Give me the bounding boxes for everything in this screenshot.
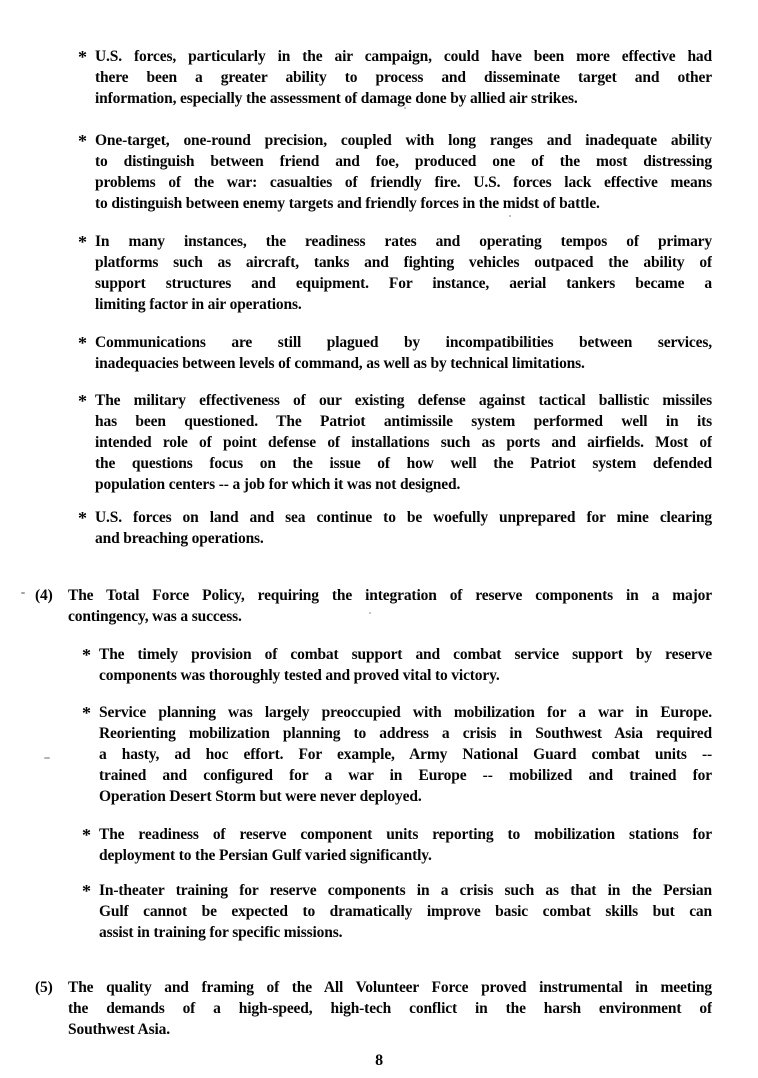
text-line: The military effectiveness of our existing defense against tactical ballistic missiles <box>95 392 712 409</box>
scan-artifact <box>44 757 50 759</box>
text-line: deployment to the Persian Gulf varied significantly. <box>99 847 432 864</box>
text-line: to distinguish between enemy targets and friendly forces in the midst of battle. <box>95 195 600 212</box>
text-line: information, especially the assessment of damage done by allied air strikes. <box>95 90 578 107</box>
paragraph-lines <box>78 130 712 214</box>
item-number-label: (5) <box>35 979 53 996</box>
text-line: Gulf cannot be expected to dramatically improve basic combat skills but can <box>99 903 712 920</box>
paragraph-lines <box>78 390 712 495</box>
bullet-item <box>78 507 712 549</box>
text-line: trained and configured for a war in Europe -- mobilized and trained for <box>99 767 712 784</box>
text-line: inadequacies between levels of command, as well as by technical limitations. <box>95 355 585 372</box>
scan-artifact <box>369 612 371 614</box>
page-content <box>0 46 712 1040</box>
bullet-marker: * <box>78 131 87 151</box>
paragraph-lines <box>82 702 712 807</box>
text-line: the questions focus on the issue of how well the Patriot system defended <box>95 455 712 472</box>
bullet-item <box>78 130 712 214</box>
text-line: limiting factor in air operations. <box>95 296 302 313</box>
text-line: assist in training for specific missions. <box>99 924 343 941</box>
text-line: Service planning was largely preoccupied with mobilization for a war in Europe. <box>99 704 712 721</box>
sub-bullet-item <box>82 880 712 943</box>
paragraph-lines <box>78 231 712 315</box>
text-line: Operation Desert Storm but were never deployed. <box>99 788 422 805</box>
sub-bullet-item <box>82 702 712 807</box>
paragraph-lines <box>78 507 712 549</box>
bullet-marker: * <box>82 825 91 845</box>
text-line: In many instances, the readiness rates and operating tempos of primary <box>95 233 712 250</box>
text-line: has been questioned. The Patriot antimissile system performed well in its <box>95 413 712 430</box>
text-line: One-target, one-round precision, coupled with long ranges and inadequate ability <box>95 132 712 149</box>
bullet-marker: * <box>82 645 91 665</box>
bullet-marker: * <box>78 391 87 411</box>
scan-artifact <box>509 215 511 217</box>
text-line: The timely provision of combat support and combat service support by reserve <box>99 646 712 663</box>
numbered-item <box>35 585 712 627</box>
bullet-marker: * <box>82 703 91 723</box>
bullet-marker: * <box>82 881 91 901</box>
text-line: U.S. forces, particularly in the air campaign, could have been more effective had <box>95 48 712 65</box>
paragraph-lines <box>35 977 712 1040</box>
sub-bullet-item <box>82 824 712 866</box>
item-number-label: (4) <box>35 587 53 604</box>
text-line: The Total Force Policy, requiring the integration of reserve components in a major <box>68 587 712 604</box>
paragraph-lines <box>78 332 712 374</box>
text-line: intended role of point defense of installations such as ports and airfields. Most of <box>95 434 712 451</box>
text-line: components was thoroughly tested and proved vital to victory. <box>99 667 500 684</box>
paragraph-lines <box>82 880 712 943</box>
paragraph-lines <box>35 585 712 627</box>
bullet-item <box>78 46 712 109</box>
page-number: 8 <box>375 1052 383 1069</box>
text-line: and breaching operations. <box>95 530 264 547</box>
bullet-marker: * <box>78 508 87 528</box>
scan-artifact <box>21 592 25 594</box>
bullet-item <box>78 231 712 315</box>
bullet-marker: * <box>78 232 87 252</box>
text-line: The quality and framing of the All Volunteer Force proved instrumental in meeting <box>68 979 712 996</box>
text-line: platforms such as aircraft, tanks and fighting vehicles outpaced the ability of <box>95 254 712 271</box>
numbered-item <box>35 977 712 1040</box>
text-line: Communications are still plagued by incompatibilities between services, <box>95 334 712 351</box>
text-line: population centers -- a job for which it was not designed. <box>95 476 461 493</box>
sub-bullet-item <box>82 644 712 686</box>
paragraph-lines <box>78 46 712 109</box>
text-line: contingency, was a success. <box>68 608 242 625</box>
text-line: problems of the war: casualties of friendly fire. U.S. forces lack effective means <box>95 174 712 191</box>
bullet-item <box>78 390 712 495</box>
text-line: the demands of a high-speed, high-tech conflict in the harsh environment of <box>68 1000 712 1017</box>
text-line: support structures and equipment. For instance, aerial tankers became a <box>95 275 712 292</box>
text-line: Southwest Asia. <box>68 1021 170 1038</box>
bullet-marker: * <box>78 333 87 353</box>
text-line: In-theater training for reserve components in a crisis such as that in the Persian <box>99 882 712 899</box>
bullet-item <box>78 332 712 374</box>
text-line: a hasty, ad hoc effort. For example, Army National Guard combat units -- <box>99 746 712 763</box>
paragraph-lines <box>82 644 712 686</box>
text-line: to distinguish between friend and foe, produced one of the most distressing <box>95 153 712 170</box>
text-line: Reorienting mobilization planning to address a crisis in Southwest Asia required <box>99 725 712 742</box>
bullet-marker: * <box>78 47 87 67</box>
text-line: there been a greater ability to process and disseminate target and other <box>95 69 712 86</box>
scan-artifact <box>404 107 406 109</box>
text-line: The readiness of reserve component units reporting to mobilization stations for <box>99 826 712 843</box>
text-line: U.S. forces on land and sea continue to be woefully unprepared for mine clearing <box>95 509 712 526</box>
paragraph-lines <box>82 824 712 866</box>
